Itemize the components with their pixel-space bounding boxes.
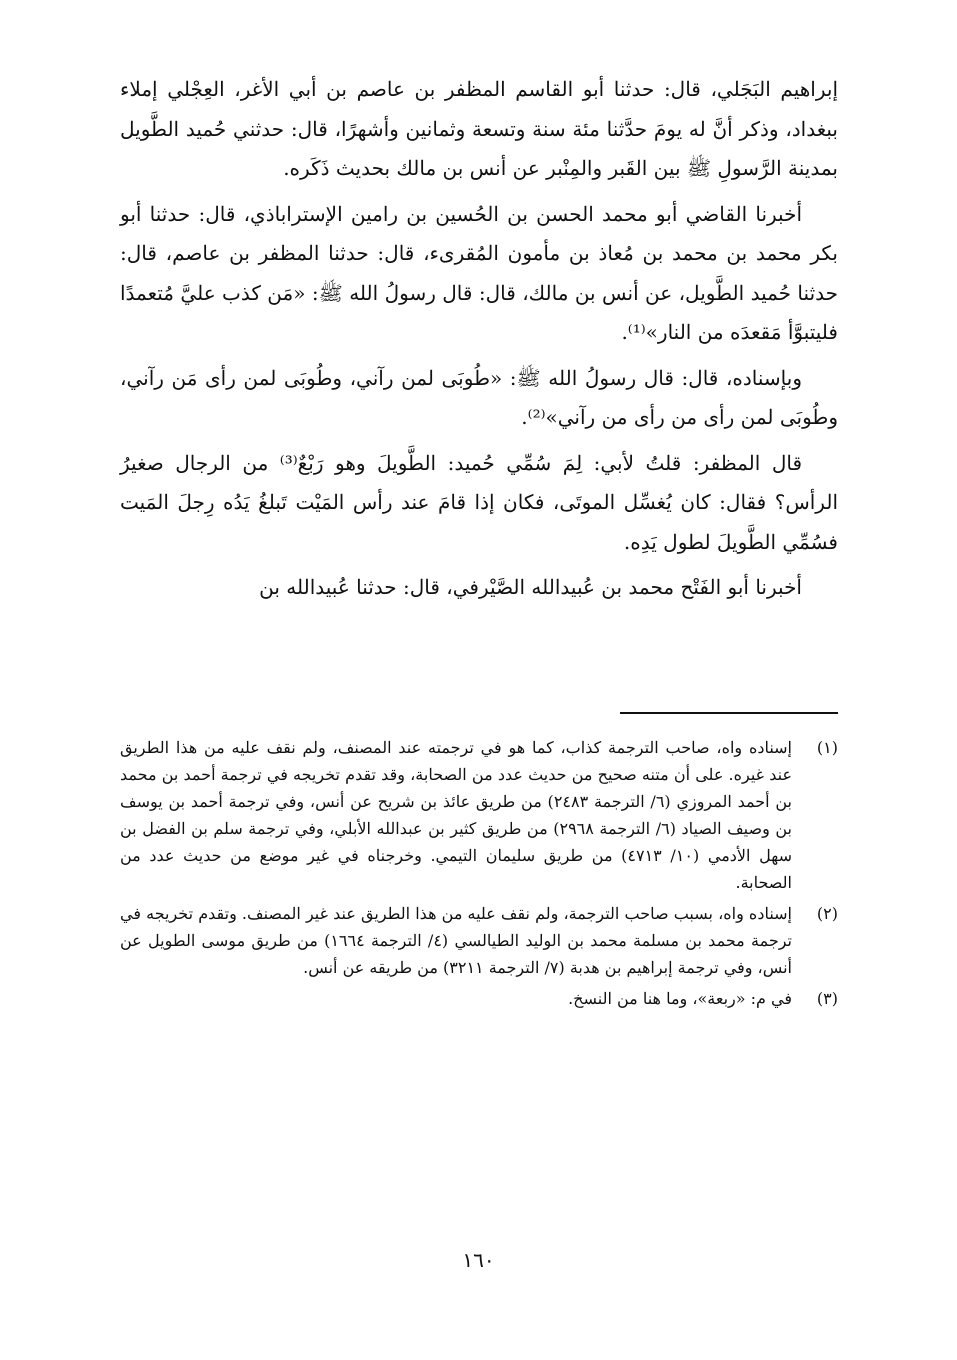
page-number: ١٦٠: [462, 1248, 495, 1272]
paragraph-2: أخبرنا القاضي أبو محمد الحسن بن الحُسين بن رامين الإستراباذي، قال: حدثنا أبو بكر محمد بن محمد بن مُعاذ بن مأمون المُقرىء، قال: حدثنا المظفر بن عاصم، قال: حدثنا حُميد الطَّويل، عن أنس بن مالك، قال: قال رسولُ الله ﷺ: «مَن كذب عليَّ مُتعمدًا فليتبوَّأ مَقعدَه من النار»⁽¹⁾.: [120, 201, 838, 344]
footnote-text: إسناده واه، صاحب الترجمة كذاب، كما هو في ترجمته عند المصنف، ولم نقف عليه من هذا الطريق عند غيره. على أن متنه صحيح من حديث عدد من الصحابة، وقد تقدم تخريجه في ترجمة أحمد بن محمد بن أحمد المروزي (٦/ الترجمة ٢٤٨٣) من طريق عائذ بن شريح عن أنس، وفي ترجمة أحمد بن يوسف بن وصيف الصياد (٦/ الترجمة ٢٩٦٨) من طريق كثير بن عبدالله الأبلي، وفي ترجمة سلم بن الفضل بن سهل الأدمي (١٠/ ٤٧١٣) من طريق سليمان التيمي. وخرجناه في غير موضع من حديث عدد من الصحابة.: [120, 738, 793, 892]
paragraph-3: وبإسناده، قال: قال رسولُ الله ﷺ: «طُوبَى لمن رآني، وطُوبَى لمن رأى مَن رآني، وطُوبَى لمن رأى من رأى من رآني»⁽²⁾.: [120, 365, 838, 429]
footnote-2: [120, 900, 838, 981]
footnote-number: (١): [816, 738, 838, 757]
paragraph-1: إبراهيم البَجَلي، قال: حدثنا أبو القاسم المظفر بن عاصم بن أبي الأغر، العِجْلي إملاء ببغداد، وذكر أنَّ له يومَ حدَّثنا مئة سنة وتسعة وثمانين وأشهرًا، قال: حدثني حُميد الطَّويل بمدينة الرَّسولِ ﷺ بين القَبر والمِنْبر عن أنس بن مالك بحديث ذَكَره.: [120, 77, 838, 180]
footnote-text: في م: «ربعة»، وما هنا من النسخ.: [568, 989, 792, 1008]
paragraph-5: أخبرنا أبو الفَتْح محمد بن عُبيدالله الصَّيْرفي، قال: حدثنا عُبيدالله بن: [259, 575, 802, 599]
footnote-text: إسناده واه، بسبب صاحب الترجمة، ولم نقف عليه من هذا الطريق عند غير المصنف. وتقدم تخريجه في ترجمة محمد بن مسلمة محمد بن الوليد الطيالسي (٤/ الترجمة ١٦٦٤) من طريق موسى الطويل عن أنس، وفي ترجمة إبراهيم بن هدبة (٧/ الترجمة ٣٢١١) من طريقه عن أنس.: [120, 904, 792, 977]
paragraph-4: قال المظفر: قلتُ لأبي: لِمَ سُمِّي حُميد: الطَّويلَ وهو رَبْعٌ⁽³⁾ من الرجال صغيرُ الرأس؟ فقال: كان يُغسِّل الموتَى، فكان إذا قامَ عند رأس المَيْت تَبلغُ يَدُه رِجلَ المَيت فسُمِّي الطَّويلَ لطول يَدِه.: [120, 450, 838, 554]
footnote-number: (٢): [816, 904, 838, 923]
footnotes: [120, 734, 838, 1016]
footnote-separator: [620, 712, 838, 714]
main-text: [120, 70, 838, 614]
footnote-3: [120, 985, 838, 1012]
footnote-1: [120, 734, 838, 896]
footnote-number: (٣): [816, 989, 838, 1008]
